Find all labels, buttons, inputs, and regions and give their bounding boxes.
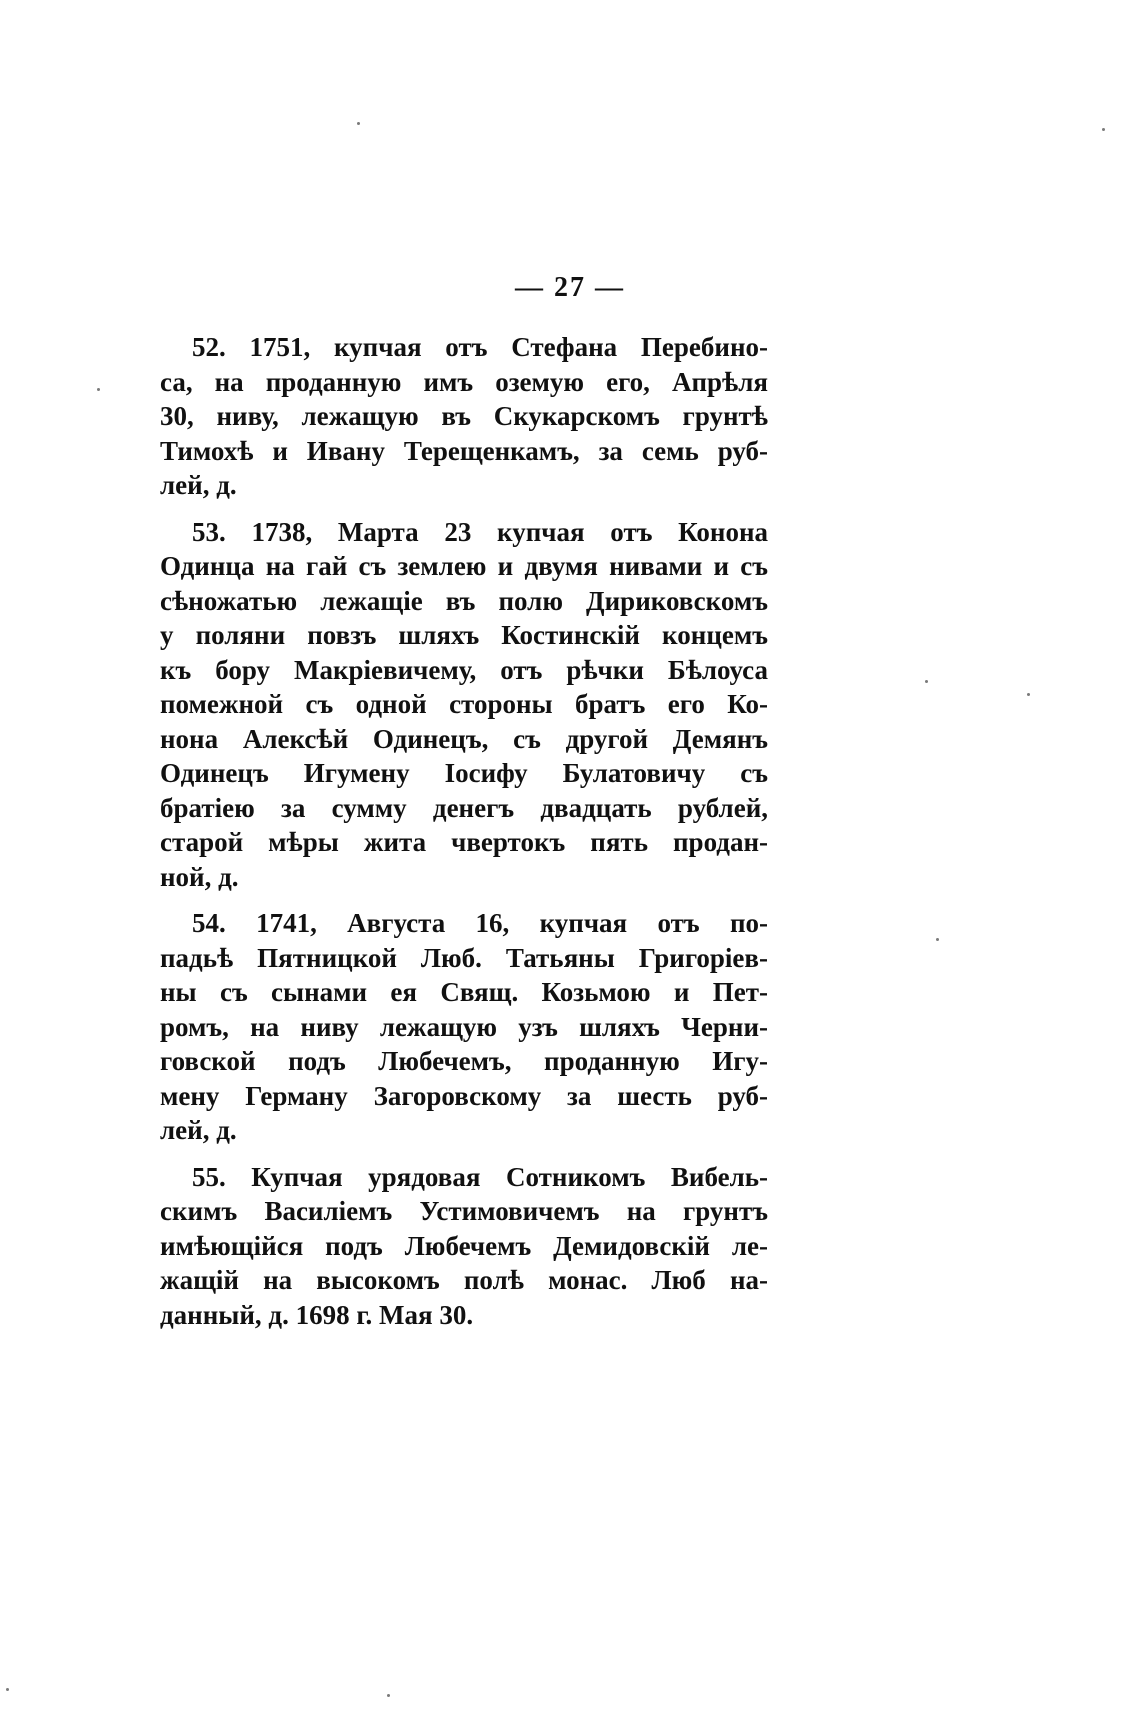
entry-line: Тимохѣ и Ивану Терещенкамъ, за семь руб-: [160, 435, 768, 466]
entry-line: 55. Купчая урядовая Сотникомъ Вибель-: [192, 1161, 768, 1192]
entry-54: [160, 906, 768, 1148]
entry-line: нона Алексѣй Одинецъ, съ другой Демянъ: [160, 723, 768, 754]
scan-speck: [357, 122, 360, 125]
entry-line: 54. 1741, Августа 16, купчая отъ по-: [192, 908, 768, 938]
body-text: [160, 330, 768, 1344]
entry-line: скимъ Василіемъ Устимовичемъ на грунтъ: [160, 1196, 768, 1226]
entry-line: старой мѣры жита чвертокъ пять продан-: [160, 827, 768, 857]
entry-line: имѣющійся подъ Любечемъ Демидовскій ле-: [160, 1230, 768, 1261]
scan-speck: [936, 938, 939, 941]
entry-line: 53. 1738, Марта 23 купчая отъ Конона: [192, 516, 768, 547]
scan-speck: [387, 1694, 390, 1697]
entry-line: лей, д.: [160, 470, 237, 500]
entry-line: къ бору Макріевичему, отъ рѣчки Бѣлоуса: [160, 654, 768, 685]
entry-line: братіею за сумму денегъ двадцать рублей,: [160, 792, 768, 823]
entry-line: 30, ниву, лежащую въ Скукарскомъ грунтѣ: [160, 401, 768, 431]
entry-line: 52. 1751, купчая отъ Стефана Перебино-: [192, 332, 768, 362]
entry-line: сѣножатью лежащіе въ полю Дириковскомъ: [160, 585, 768, 616]
entry-52: [160, 330, 768, 503]
entry-line: данный, д. 1698 г. Мая 30.: [160, 1299, 474, 1330]
entry-line: ромъ, на ниву лежащую узъ шляхъ Черни-: [160, 1011, 768, 1042]
entry-line: Одинецъ Игумену Іосифу Булатовичу съ: [160, 758, 768, 788]
entry-line: ны съ сынами ея Свящ. Козьмою и Пет-: [160, 977, 768, 1007]
entry-line: ной, д.: [160, 861, 239, 892]
entry-line: помежной съ одной стороны братъ его Ко-: [160, 689, 768, 719]
entry-line: жащій на высокомъ полѣ монас. Люб на-: [160, 1265, 768, 1295]
entry-line: падьѣ Пятницкой Люб. Татьяны Григоріев-: [160, 942, 768, 973]
entry-55: [160, 1160, 768, 1333]
entry-line: Одинца на гай съ землею и двумя нивами и съ: [160, 551, 768, 581]
entry-53: [160, 515, 768, 895]
entry-line: говской подъ Любечемъ, проданную Игу-: [160, 1046, 768, 1076]
scan-speck: [6, 1688, 9, 1691]
scan-speck: [1102, 128, 1105, 131]
scan-speck: [1027, 693, 1030, 696]
scan-speck: [925, 680, 928, 683]
entry-line: мену Герману Загоровскому за шесть руб-: [160, 1080, 768, 1111]
entry-line: са, на проданную имъ оземую его, Апрѣля: [160, 366, 768, 397]
entry-line: лей, д.: [160, 1115, 237, 1145]
scan-speck: [97, 388, 100, 391]
page-number: — 27 —: [515, 272, 625, 303]
entry-line: у поляни повзъ шляхъ Костинскій концемъ: [160, 620, 768, 650]
